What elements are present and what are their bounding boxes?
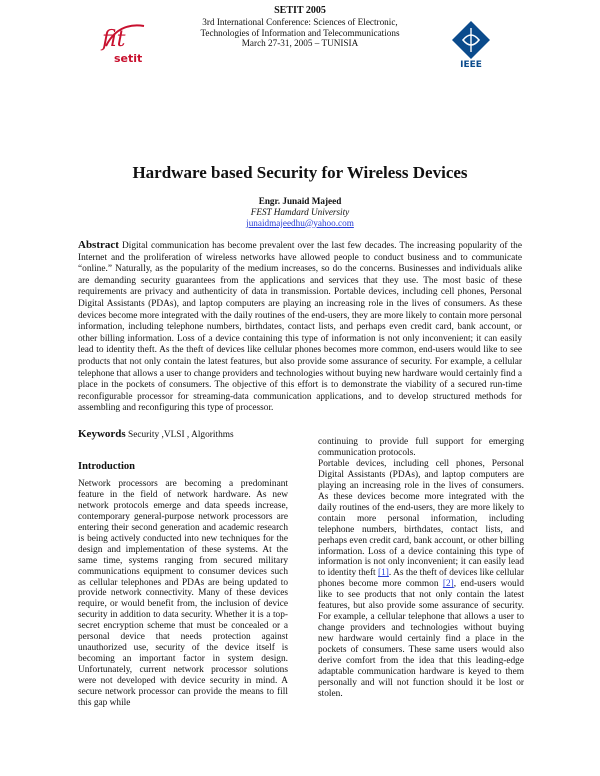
paper-title: Hardware based Security for Wireless Devices [132,163,468,182]
author-name: Engr. Junaid Majeed [258,196,342,206]
intro-paragraph-1: Network processors are becoming a predominant feature in the field of network hardware. As new network protocols emerge and data speeds increase, contemporary general-purpose network processors are entering their second generation and academic research is being actively conducted into new techniques for the design and implementation of these systems. At the same time, systems ranging from secured military communications equipment to consumer devices such as cellular telephones and PDAs are being updated to provide network connectivity. Many of these devices require, or would benefit from, the inclusion of device security in addition to data security. Whether it is a top-secret encryption scheme that must be concealed or a personal device that needs protection against unauthorized use, security of the device itself is becoming an important factor in system design. Unfortunately, current network processor solutions were not developed with device security in mind. A secure network processor can provide the means to fill this gap while [78,478,288,709]
conference-line-3: Technologies of Information and Telecommunications [200,27,400,38]
svg-text:fit: fit [102,27,126,52]
author-email-link[interactable]: junaidmajeedhu@yahoo.com [246,217,354,228]
abstract-text: Digital communication has become prevalent over the last few decades. The increasing popularity of the Internet and the proliferation of wireless networks have allowed people to conduct business and to communicate “online.” Naturally, as the popularity of the medium increases, so do the concerns. Businesses and individuals alike are demanding security guarantees from the applications and services that they use. The most basic of these requirements are privacy and authenticity of data in transmission. Portable devices, including cell phones, Personal Digital Assistants (PDAs), and laptop computers are playing an increasing role in the lives of consumers. As these devices become more integrated with the daily routines of the end-users, they are more likely to contain more personal information, including telephone numbers, birthdates, contact lists, and perhaps even credit card, bank account, or other billing information. Loss of a device containing this type of information is not only inconvenient; it can easily lead to identity theft. As the theft of devices like cellular phones becomes more common, end-users would like to see products that not only contain the latest features, but also provide some assurance of security. For example, a cellular telephone that allows a user to change providers and technologies without buying new hardware would certainly find a place in the pockets of consumers. The objective of this effort is to demonstrate the viability of a secured run-time reconfigurable processor for streaming-data communication applications, and to develop structured methods for assembling and reconfiguring this type of processor. [78,241,522,414]
right-column [318,437,524,700]
conference-info [200,6,400,49]
abstract [78,240,522,415]
page-header [0,0,600,72]
left-column [78,462,288,709]
author-block [0,196,600,228]
conference-line-2: 3rd International Conference: Sciences of Electronic, [202,16,398,27]
author-affiliation: FEST Hamdard University [250,206,350,217]
keywords-label: Keywords [78,428,126,440]
reference-link-1[interactable]: [1] [378,568,389,579]
section-title-introduction: Introduction [78,461,135,472]
intro-paragraph-2-part-c: , end-users would like to see products that not only contain the latest features, but also provide some assurance of security. For example, a cellular telephone that allows a user to change providers and technologies without buying new hardware would certainly find a place in the pockets of consumers. These same users would also derive comfort from the idea that this leading-edge adaptable communication hardware is keyed to them personally and will not function should it be lost or stolen. [318,579,524,699]
setit-logo-text: setit [114,52,143,65]
intro-paragraph-2-part-b: . As the theft of devices like cellular phones become more common [318,568,524,590]
ieee-logo [449,20,493,68]
keywords-text: Security ,VLSI , Algorithms [128,430,234,440]
intro-paragraph-1-continued: continuing to provide full support for emerging communication protocols. [318,437,524,458]
abstract-label: Abstract [78,239,119,251]
reference-link-2[interactable]: [2] [442,579,454,590]
setit-logo [98,16,160,68]
conference-date: March 27-31, 2005 – TUNISIA [241,38,359,49]
intro-paragraph-2 [318,459,524,700]
intro-paragraph-2-part-a: Portable devices, including cell phones, Personal Digital Assistants (PDAs), and laptop computers are playing an increasing role in the lives of consumers. As these devices become more integrated with the daily routines of the end-users, they are more likely to contain more personal information, including telephone numbers, birthdates, contact lists, and perhaps even credit card, bank account, or other billing information. Loss of a device containing this type of information is not only inconvenient; it can easily lead to identity theft [318,458,525,579]
ieee-logo-text: IEEE [460,60,482,68]
conference-name: SETIT 2005 [274,5,326,16]
